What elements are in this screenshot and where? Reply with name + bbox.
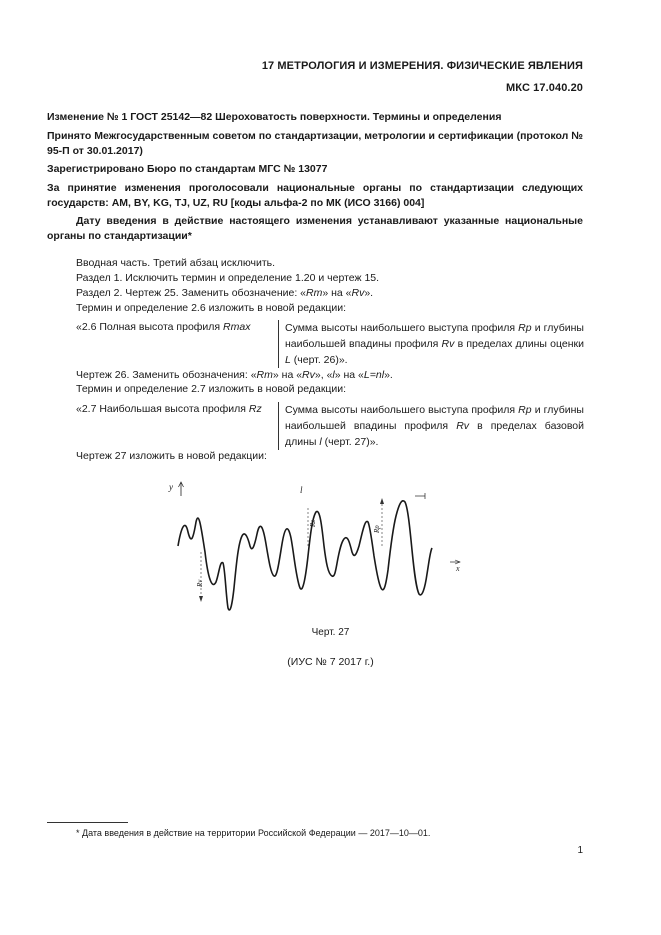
footnote: * Дата введения в действие на территории Российской Федерации — 2017—10—01.: [76, 828, 431, 838]
source-reference: (ИУС № 7 2017 г.): [287, 656, 374, 668]
text-span: Сумма высоты наибольшего выступа профиля: [285, 322, 519, 334]
body-line-term27: Термин и определение 2.7 изложить в новой редакции:: [76, 383, 347, 395]
symbol-rv: Rv: [441, 338, 455, 350]
registration-statement: Зарегистрировано Бюро по стандартам МГС № 13077: [47, 163, 328, 175]
profile-curve: [178, 501, 432, 610]
text-span: и глубины наибольшей впадины профиля: [285, 322, 584, 350]
text-span: Раздел 2. Чертеж 25. Заменить обозначение: «: [76, 287, 306, 299]
text-span: Чертеж 26. Заменить обозначения: «: [76, 369, 257, 381]
section-header: 17 МЕТРОЛОГИЯ И ИЗМЕРЕНИЯ. ФИЗИЧЕСКИЕ ЯВЛЕНИЯ: [261, 60, 583, 72]
symbol-l: l: [319, 436, 322, 448]
body-line-drawing26: [76, 368, 581, 383]
footnote-divider: [47, 822, 128, 823]
definition-2-6: [76, 320, 584, 368]
label-rv: Rv: [196, 579, 204, 587]
definition-text: [285, 320, 584, 368]
symbol-rv: Rv: [456, 420, 470, 432]
text-span: ».: [364, 287, 374, 299]
classification-code: МКС 17.040.20: [506, 82, 583, 94]
definition-divider: [278, 320, 279, 368]
symbol-rm: Rm: [256, 369, 273, 381]
definition-text: [285, 402, 584, 450]
text-span: и глубины наибольшей впадины профиля: [285, 404, 584, 432]
symbol-rv: Rv: [351, 287, 365, 299]
amendment-title: Изменение № 1 ГОСТ 25142—82 Шероховатость поверхности. Термины и определения: [47, 111, 502, 123]
profile-drawing: [160, 478, 470, 618]
body-line-section1: Раздел 1. Исключить термин и определение 1.20 и чертеж 15.: [76, 272, 380, 284]
text-span: «2.7 Наибольшая высота профиля: [76, 403, 249, 415]
symbol-rm: Rm: [306, 287, 323, 299]
voting-statement: За принятие изменения проголосовали национальные органы по стандартизации следующих государств: AM, BY, KG, TJ, UZ, RU [коды альфа-2 по МК (ИСО 3166) 004]: [47, 182, 583, 209]
text-span: в пределах базовой длины: [285, 420, 584, 448]
text-span: (черт. 27)».: [321, 436, 379, 448]
adopted-statement: Принято Межгосударственным советом по стандартизации, метрологии и сертификации (протокол № 95-П от 30.01.2017): [47, 130, 583, 157]
label-rp: Rp: [373, 525, 381, 533]
text-span: » на «: [272, 369, 303, 381]
symbol-l: l: [332, 369, 335, 381]
text-span: » на «: [322, 287, 352, 299]
body-line-section2: [76, 286, 581, 301]
text-span: «2.6 Полная высота профиля: [76, 321, 224, 333]
symbol-rp: Rp: [518, 404, 532, 416]
text-span: в пределах длины оценки: [454, 338, 584, 350]
label-rz: Rz: [309, 520, 317, 527]
definition-divider: [278, 402, 279, 450]
symbol-l: L: [285, 354, 291, 366]
label-l: l: [300, 485, 303, 495]
text-span: Сумма высоты наибольшего выступа профиля: [285, 404, 519, 416]
body-line-term26: Термин и определение 2.6 изложить в новой редакции:: [76, 302, 347, 314]
rv-arrow-icon: [199, 596, 203, 602]
effective-date-note: Дату введения в действие настоящего изменения устанавливают указанные национальные органы по стандартизации*: [47, 215, 583, 242]
definition-term: [76, 402, 278, 450]
symbol-rz: Rz: [248, 403, 262, 415]
figure-caption: Черт. 27: [311, 627, 350, 638]
text-span: », «: [314, 369, 333, 381]
definition-term: [76, 320, 278, 368]
symbol-rmax: Rmax: [223, 321, 251, 333]
text-span: (черт. 26)».: [290, 354, 348, 366]
page-number: 1: [577, 845, 583, 856]
symbol-lnl: L=nl: [363, 369, 385, 381]
text-span: ».: [384, 369, 393, 381]
text-span: » на «: [334, 369, 364, 381]
definition-2-7: [76, 402, 584, 450]
symbol-rv: Rv: [302, 369, 315, 381]
label-y: y: [169, 482, 173, 492]
rp-arrow-icon: [380, 498, 384, 504]
symbol-rp: Rp: [518, 322, 532, 334]
label-x: x: [456, 564, 460, 573]
body-line-intro: Вводная часть. Третий абзац исключить.: [76, 257, 276, 269]
body-line-drawing27: Чертеж 27 изложить в новой редакции:: [76, 450, 267, 462]
